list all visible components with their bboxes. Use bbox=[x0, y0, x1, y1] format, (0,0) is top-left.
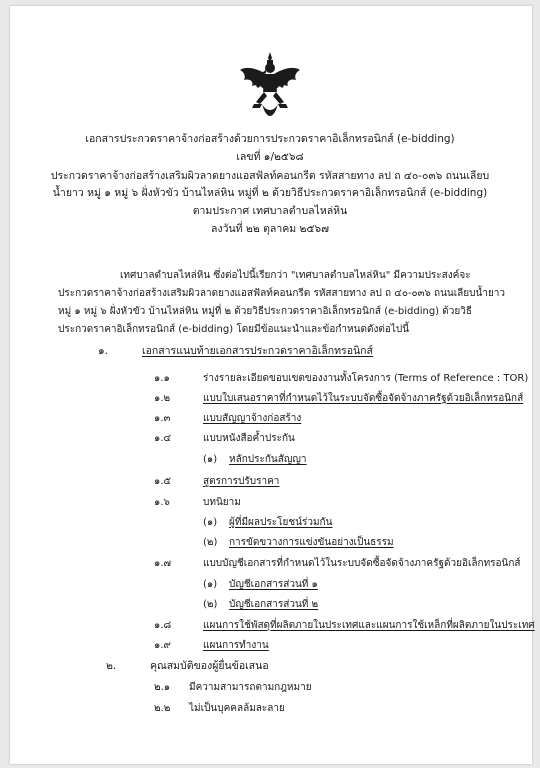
section-2-number: ๒. bbox=[106, 660, 117, 672]
item-1-4-number: ๑.๔ bbox=[154, 433, 172, 444]
item-1-6-1-number: (๑) bbox=[203, 517, 218, 528]
section-2-title: คุณสมบัติของผู้ยื่นข้อเสนอ bbox=[150, 660, 269, 672]
item-1-8-number: ๑.๘ bbox=[154, 620, 172, 631]
item-1-5-number: ๑.๕ bbox=[154, 476, 172, 487]
item-1-3-number: ๑.๓ bbox=[154, 413, 171, 424]
item-1-3-link[interactable]: แบบสัญญาจ้างก่อสร้าง bbox=[203, 413, 302, 424]
item-1-9-number: ๑.๙ bbox=[154, 640, 171, 651]
item-1-6-number: ๑.๖ bbox=[154, 497, 170, 508]
garuda-emblem-icon bbox=[238, 50, 302, 122]
item-1-2-link[interactable]: แบบใบเสนอราคาที่กำหนดไว้ในระบบจัดซื้อจัดจ้างภาครัฐด้วยอิเล็กทรอนิกส์ bbox=[203, 393, 524, 404]
project-line-2: น้ำยาว หมู่ ๑ หมู่ ๖ ฝั่งหัวขัว บ้านไหล่หิน หมู่ที่ ๒ ด้วยวิธีประกวดราคาอิเล็กทรอนิกส์ (e-bidding) bbox=[52, 187, 488, 199]
item-2-2-number: ๒.๒ bbox=[154, 703, 171, 714]
section-1-number: ๑. bbox=[98, 345, 109, 357]
item-1-7-2-link[interactable]: บัญชีเอกสารส่วนที่ ๒ bbox=[229, 599, 319, 610]
item-1-7-text: แบบบัญชีเอกสารที่กำหนดไว้ในระบบจัดซื้อจัดจ้างภาครัฐด้วยอิเล็กทรอนิกส์ bbox=[203, 558, 521, 569]
item-1-5-link[interactable]: สูตรการปรับราคา bbox=[203, 476, 280, 487]
document-title: เอกสารประกวดราคาจ้างก่อสร้างด้วยการประกวดราคาอิเล็กทรอนิกส์ (e-bidding) bbox=[85, 133, 455, 145]
item-1-2-number: ๑.๒ bbox=[154, 393, 171, 404]
item-2-1-number: ๒.๑ bbox=[154, 682, 171, 693]
item-1-7-1-number: (๑) bbox=[203, 579, 218, 590]
intro-line-2: ประกวดราคาจ้างก่อสร้างเสริมผิวลาดยางแอสฟัลท์คอนกรีต รหัสสายทาง ลป ถ ๔๐-๐๓๖ ถนนเลียบน้ำยาว bbox=[58, 288, 506, 299]
project-line-1: ประกวดราคาจ้างก่อสร้างเสริมผิวลาดยางแอสฟัลท์คอนกรีต รหัสสายทาง ลป ถ ๔๐-๐๓๖ ถนนเลียบ bbox=[50, 170, 490, 182]
item-2-2-text: ไม่เป็นบุคคลล้มละลาย bbox=[189, 703, 285, 714]
intro-line-4: ประกวดราคาอิเล็กทรอนิกส์ (e-bidding) โดยมีข้อแนะนำและข้อกำหนดดังต่อไปนี้ bbox=[58, 324, 410, 335]
item-1-6-text: บทนิยาม bbox=[203, 497, 241, 508]
item-1-6-2-link[interactable]: การขัดขวางการแข่งขันอย่างเป็นธรรม bbox=[229, 537, 394, 548]
item-1-4-1-link[interactable]: หลักประกันสัญญา bbox=[229, 454, 307, 465]
section-1-title: เอกสารแนบท้ายเอกสารประกวดราคาอิเล็กทรอนิกส์ bbox=[142, 345, 373, 357]
item-1-6-1-link[interactable]: ผู้ที่มีผลประโยชน์ร่วมกัน bbox=[229, 517, 333, 528]
intro-line-3: หมู่ ๑ หมู่ ๖ ฝั่งหัวขัว บ้านไหล่หิน หมู่ที่ ๒ ด้วยวิธีประกวดราคาอิเล็กทรอนิกส์ (e-bidding) ด้วยวิธี bbox=[58, 306, 472, 317]
item-2-1-text: มีความสามารถตามกฎหมาย bbox=[189, 682, 312, 693]
announcement-date: ลงวันที่ ๒๒ ตุลาคม ๒๕๖๗ bbox=[211, 223, 329, 235]
item-1-6-2-number: (๒) bbox=[203, 537, 218, 548]
item-1-8-link[interactable]: แผนการใช้พัสดุที่ผลิตภายในประเทศและแผนการใช้เหล็กที่ผลิตภายในประเทศ bbox=[203, 620, 535, 631]
item-1-7-1-link[interactable]: บัญชีเอกสารส่วนที่ ๑ bbox=[229, 579, 318, 590]
item-1-4-1-number: (๑) bbox=[203, 454, 218, 465]
intro-line-1: เทศบาลตำบลไหล่หิน ซึ่งต่อไปนี้เรียกว่า "เทศบาลตำบลไหล่หิน" มีความประสงค์จะ bbox=[120, 270, 471, 281]
item-1-1-number: ๑.๑ bbox=[154, 373, 170, 384]
announced-by: ตามประกาศ เทศบาลตำบลไหล่หิน bbox=[192, 205, 348, 217]
item-1-7-number: ๑.๗ bbox=[154, 558, 172, 569]
item-1-1-text: ร่างรายละเอียดขอบเขตของงานทั้งโครงการ (Terms of Reference : TOR) bbox=[203, 373, 529, 384]
item-1-9-link[interactable]: แผนการทำงาน bbox=[203, 640, 269, 651]
item-1-4-text: แบบหนังสือค้ำประกัน bbox=[203, 433, 295, 444]
document-number: เลขที่ ๑/๒๕๖๘ bbox=[236, 151, 304, 163]
item-1-7-2-number: (๒) bbox=[203, 599, 218, 610]
